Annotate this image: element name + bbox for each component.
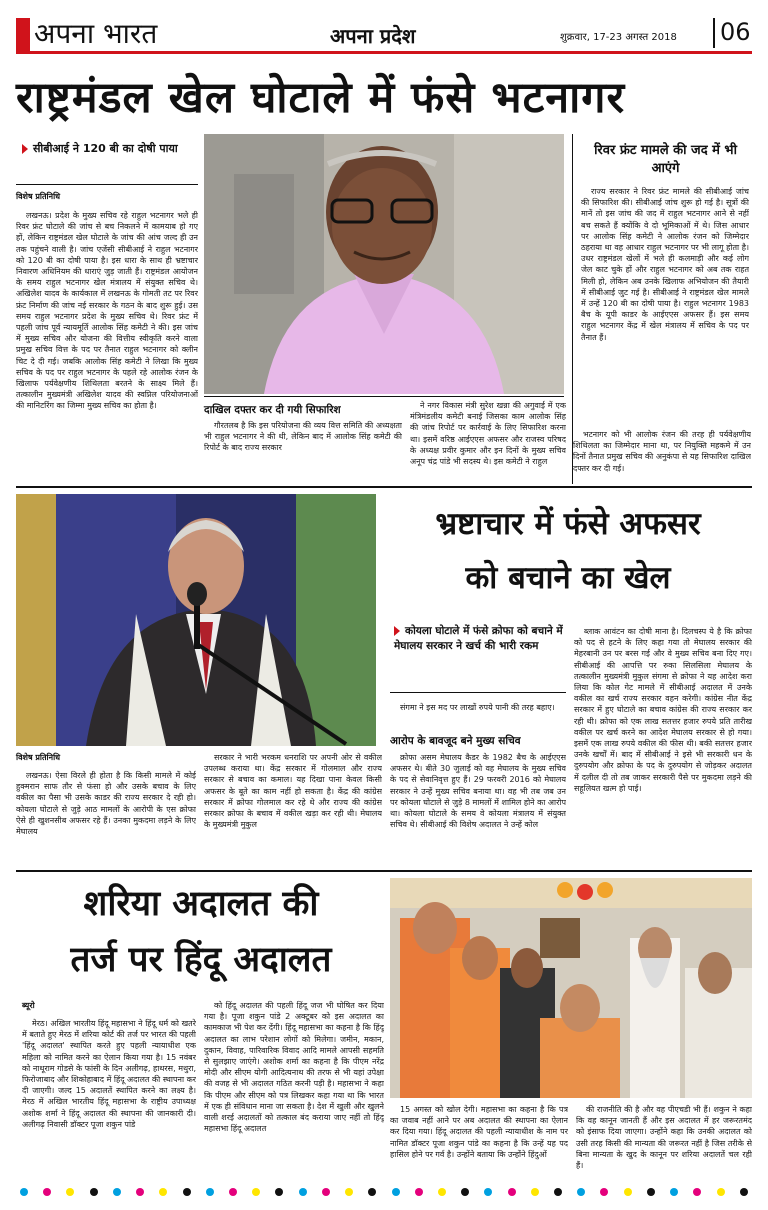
sidebar-headline: रिवर फ्रंट मामले की जद में भी आएंगे [594,143,737,176]
masthead-divider [713,18,715,48]
story1-byline: विशेष प्रतिनिधि [16,192,61,201]
story2-subhead: आरोप के बावजूद बने मुख्य सचिव [390,735,521,747]
story3-col1: मेरठ। अखिल भारतीय हिंदू महासभा ने हिंदू धर्म को खतरे में बताते हुए मेरठ में शरिया कोर्ट की तर्ज पर भारत की पहली 'हिंदू अदालत' स्थापित करते हुए पहली न्यायाधीश एक महिला को नामित करने का ऐलान किया गया है। 15 नवंबर को नाथूराम गोडसे के फांसी के दिन अलीगढ़, हाथरस, मथुरा, फिरोजाबाद और शिकोहाबाद में हिंदू अदालत की स्थापना कर दी जाएगी। जल्द 15 अदालतें स्थापित करने का लक्ष्य है। मेरठ में अखिल भारतीय हिंदू महासभा के राष्ट्रीय उपाध्यक्ष अशोक शर्मा ने हिंदू अदालत की स्थापना की जानकारी दी। अलीगढ़ निवासी डॉक्टर पूजा शकुन पांडे [22,1019,196,1129]
triangle-icon [22,144,28,154]
portrait-man-microphone [16,494,376,746]
story2-kicker: कोयला घोटाले में फंसे क्रोफा को बचाने में मेघालय सरकार ने खर्च की भारी रकम [394,625,563,652]
story1-caption-rule [204,396,564,397]
story2-col3-top: संगमा ने इस मद पर लाखों रुपये पानी की तरह बहाए। [400,703,555,712]
story3-byline: ब्यूरो [22,1001,35,1010]
section-name: अपना प्रदेश [330,24,416,48]
sidebar-body: राज्य सरकार ने रिवर फ्रंट मामले की सीबीआई जांच की सिफारिश की। सीबीआई जांच शुरू हो गई है। सूत्रों की मानें तो इस जांच की जद में राहुल भटनागर आने से नहीं बच सकते हैं क्योंकि वे दो भूमिकाओं में थे। जिस आधार पर आलोक सिंह कमेटी ने आलोक रंजन को जिम्मेदार ठहराया था वह आधार राहुल भटनागर पर भी लागू होता है। उधर राष्ट्रमंडल खेलों में भले ही कलमाड़ी और कई लोग जेल काट चुके हों और राहुल भटनागर को अब तक राहत मिली हो, लेकिन अब उनके खिलाफ अभियोजन की तैयारी में सीबीआई जुट गई है। सीबीआई ने राष्ट्रमंडल खेल मामले में उन्हें 120 बी का दोषी पाया है। राहुल भटनागर 1983 बैच के यूपी काडर के आईएएस अफसर हैं। इस समय राहुल भटनागर केंद्र में खेल मंत्रालय में सचिव के पद पर तैनात हैं। [581,187,749,342]
story2-col1: लखनऊ। ऐसा विरले ही होता है कि किसी मामले में कोई हुक्मरान साफ तौर से फंसा हो और उसके बचाव के लिए वकील का पैसा भी उसके काडर की राज्य सरकार दे रही हो। कोयला घोटाले से जुड़े आठ मामलों के आरोपी के एस क्रोफा ऐसे ही खुशनसीब अफसर रहे हैं। उनका मुकदमा लड़ने के लिए मेघालय [16,771,196,837]
story3-photo [390,878,752,1098]
story2-col4: ब्लाक आवंटन का दोषी माना है। दिलचस्प ये है कि क्रोफा को पद से हटने के लिए कहा गया तो मेघालय सरकार की मेहरबानी उन पर बरस गई और वे मुख्य सचिव बना दिए गए। सीबीआई की आपत्ति पर रुका सिलसिला मेघालय के तत्कालीन मुख्यमंत्री मुकुल संगमा से क्रोफा ने यह आदेश करा लिया कि कोल गेट मामले में सीबीआई अदालत में उनके वकील का खर्च राज्य सरकार वहन करेगी। कांग्रेस नीत केंद्र सरकार में हुए घोटाले का बचाव कांग्रेस की राज्य सरकार कर रही थी। क्रोफा को एक लाख सतत्तर हजार रुपये प्रति तारीख वकील पर खर्च करने का आदेश मेघालय सरकार से हो गया। इसमें एक लाख रुपये वकील की फीस थी। बकी सतत्तर हजार उनके खर्चों में। बाद में सीबीआई ने इसे भी सरकारी धन के दुरुपयोग और क्रोफा के पद के दुरुपयोग से जोड़कर अदालत में दलील दी तो तब जाकर सरकारी पैसे पर मुकदमा लड़ने की सहूलियत खत्म हो पाई। [574,627,752,793]
story1-bottom-rule [16,486,752,488]
kicker-rule [16,184,198,185]
masthead-rule [16,51,752,54]
registration-marks [20,1188,748,1200]
story1-photo [204,134,564,394]
story1-col1: लखनऊ। प्रदेश के मुख्य सचिव रहे राहुल भटनागर भले ही रिवर फ्रंट घोटाले की जांच से बच निकलने में कामयाब हो गए हों, लेकिन राष्ट्रमंडल खेल घोटाले के जांच की आंच जल्द ही उन तक पहुंचने वाली है। जांच एजेंसी सीबीआई ने राहुल भटनागर को 120 बी का दोषी पाया है। इस धारा के साथ ही भ्रष्टाचार निवारण अधिनियम की धाराएं जुड़ जाती हैं। राष्ट्रमंडल आयोजन के समय राहुल भटनागर खेल मंत्रालय में संयुक्त सचिव थे। अखिलेश यादव के कार्यकाल में लखनऊ के गोमती तट पर रिवर फ्रंट निर्माण की जांच नई सरकार के गठन के बाद शुरू हुई। उस समय राहुल भटनागर प्रदेश के मुख्य सचिव थे। रिवर फ्रंट में पहली जांच पूर्व न्यायमूर्ति आलोक सिंह कमेटी ने की। इस जांच में मुख्य सचिव और योजना की वित्तीय स्वीकृति करने वाला प्रमुख सचिव वित्त के पद पर तैनात राहुल भटनागर को क्लीन चिट दे दी गई। जबकि आलोक सिंह कमेटी ने लिखा कि मुख्य सचिव के पद पर राहुल भटनागर के पहले रहे आलोक रंजन के खिलाफ पर्यवेक्षणीय शिथिलता बरतने के साक्ष्य मिले हैं। तत्कालीन मुख्यमंत्री अखिलेश यादव की स्वप्निल परियोजनाओं की मानिटरिंग का जिम्मा मुख्य सचिव का होता है। [16,211,198,411]
story2-headline-line2: को बचाने का खेल [465,560,671,596]
sidebar-tail: भटनागर को भी आलोक रंजन की तरह ही पर्यवेक्षणीय शिथिलता का जिम्मेदार माना था, पर नियुक्ति महकमे में उन दिनों तैनात प्रमुख सचिव की अनुकंपा से यह सिफारिश दाखिल दफ्तर कर दी गई। [573,430,751,473]
story3-headline-line2: तर्ज पर हिंदू अदालत [70,940,332,980]
story2-byline: विशेष प्रतिनिधि [16,753,61,762]
story3-headline-line1: शरिया अदालत की [83,884,319,924]
group-photo-ceremony [390,878,752,1098]
story2-photo [16,494,376,746]
portrait-man-glasses [204,134,564,394]
story1-headline: राष्ट्रमंडल खेल घोटाले में फंसे भटनागर [16,73,626,123]
story3-col2: को हिंदू अदालत की पहली हिंदू जज भी घोषित कर दिया गया है। पूजा शकुन पांडे 2 अक्टूबर को इस अदालत का कामकाज भी पेश कर देंगी। हिंदू महासभा का कहना है कि हिंदू अदालत का लाभ परेशान लोगों को मिलेगा। जमीन, मकान, दुकान, विवाह, पारिवारिक विवाद आदि मामले आपसी सहमति से सुलझाए जाएंगे। अशोक शर्मा का कहना है कि पीएम नरेंद्र मोदी और सीएम योगी आदित्यनाथ की तरफ से भी यहां उपेक्षा की वजह से भी अदालत गठित करनी पड़ी है। महासभा ने कहा कि पीएम और सीएम को पत्र लिखकर कहा गया था कि भारत में एक ही संविधान माना जा सकता है। देश में खुली और खुलने वाली शरई अदालतों को तत्काल बंद कराया जाए नहीं तो हिंदू महासभा हिंदू अदालत [204,1001,384,1134]
story1-col2: गौरतलब है कि इस परियोजना की व्यय वित्त समिति की अध्यक्षता भी राहुल भटनागर ने की थी, लेकिन बाद में आलोक सिंह कमेटी की रिपोर्ट के बाद राज्य सरकार [204,421,402,453]
story2-bottom-rule [16,870,752,872]
story1-sidebar [572,134,753,484]
brand-red-block [16,18,30,52]
triangle-icon [394,626,400,636]
story3-col3: 15 अगस्त को खोल देगी। महासभा का कहना है कि पत्र का जवाब नहीं आने पर अब अदालत की स्थापना का ऐलान कर दिया गया। हिंदू अदालत की पहली न्यायाधीश के नाम पर नामित डॉक्टर पूजा शकुन पांडे का कहना है कि उन्हें यह पद हासिल होने पर गर्व है। उन्होंने बताया कि उन्होंने हिंदुओं [390,1105,568,1159]
story3-col4: की राजनीति की है और वह पीएचडी भी हैं। शकुन ने कहा कि वह कानून जानती हैं और इस अदालत में हर जरूरतमंद को इंसाफ दिया जाएगा। उन्होंने कहा कि उनकी अदालत को उसी तरह किसी की मान्यता की जरूरत नहीं है जिस तरीके से बिना मान्यता के खुद के कानून पर शरिया अदालतें चल रही हैं। [576,1105,752,1171]
issue-date: शुक्रवार, 17-23 अगस्त 2018 [560,32,677,43]
kicker2-rule [390,692,566,693]
story2-headline-line1: भ्रष्टाचार में फंसे अफसर [435,506,701,542]
story2-col3: क्रोफा असम मेघालय कैडर के 1982 बैच के आईएएस अफसर थे। बीते 30 जुलाई को वह मेघालय के मुख्य सचिव के पद से सेवानिवृत्त हुए हैं। 29 फरवरी 2016 को मेघालय सरकार ने उन्हें मुख्य सचिव बनाया था। वह भी तब जब उन पर कोयला घोटाले से जुड़े 8 मामलों में शामिल होने का आरोप था। कोयला घोटाले के समय वे कोयला मंत्रालय में संयुक्त सचिव थे। सीबीआई की विशेष अदालत ने उन्हें कोल [390,753,566,830]
story1-kicker: सीबीआई ने 120 बी का दोषी पाया [22,141,192,157]
brand-name: अपना भारत [34,17,158,50]
story1-subhead: दाखिल दफ्तर कर दी गयी सिफारिश [204,404,341,416]
story1-col3: ने नगर विकास मंत्री सुरेश खन्ना की अगुवाई में एक मंत्रिमंडलीय कमेटी बनाई जिसका काम आलोक सिंह की जांच रिपोर्ट पर कार्रवाई के लिए सिफारिश करना था। इसमें वरिष्ठ आईएएस अफसर और राजस्व परिषद के अध्यक्ष प्रवीर कुमार और इन दिनों के मुख्य सचिव अनूप चंद्र पांडे भी सदस्य थे। इस कमेटी ने राहुल [410,401,566,467]
page-number: 06 [720,18,751,46]
story2-col2: सरकार ने भारी भरकम धनराशि पर अपनी ओर से वकील उपलब्ध कराया था। केंद्र सरकार में गोलमाल और राज्य सरकार से बचाव का कमाल। यह दिखा पाना केवल किसी अफसर के बूते का काम नहीं हो सकता है। केंद्र की कांग्रेस सरकार में क्रोफा गोलमाल कर रहे थे और राज्य की कांग्रेस सरकार क्रोफा के बचाव में वकील खड़ा कर रही थी। मेघालय के मुख्यमंत्री मुकुल [204,753,382,830]
